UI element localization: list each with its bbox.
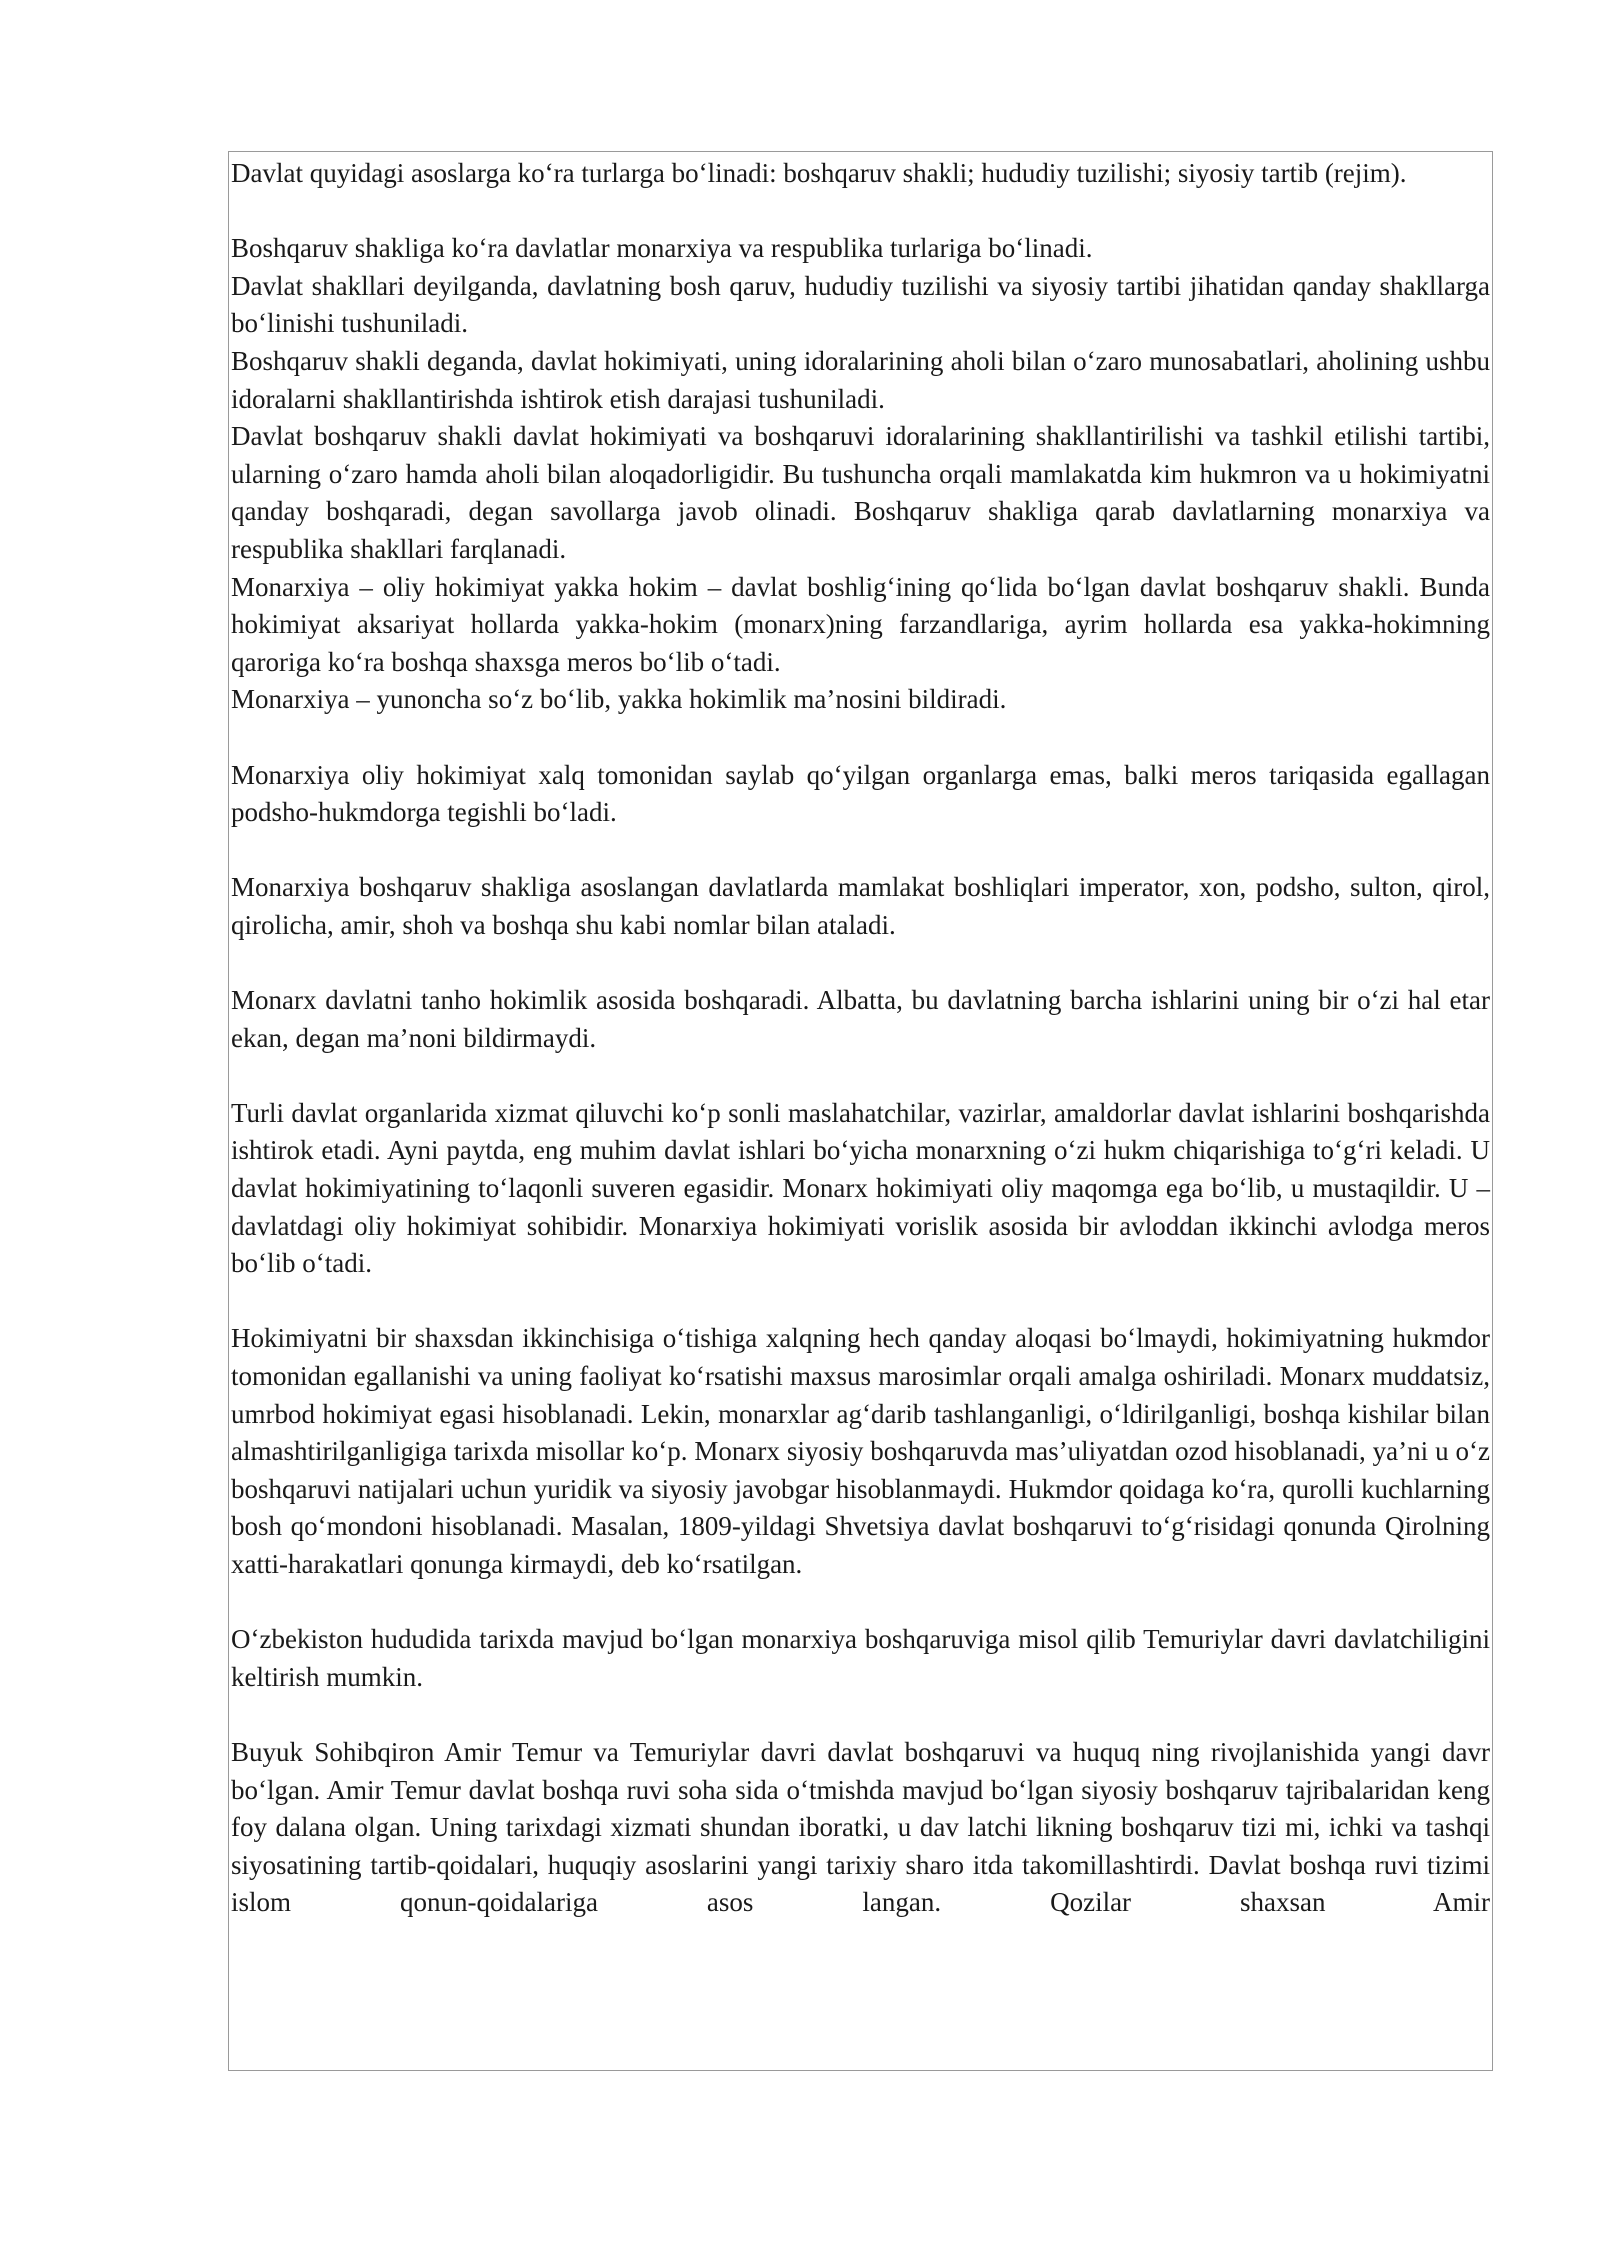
paragraph-3: Davlat shakllari deyilganda, davlatning bosh qaruv, hududiy tuzilishi va siyosiy tartibi jihatidan qanday shakllarga bo‘linishi tushuniladi. bbox=[231, 270, 1490, 339]
paragraph-12: Hokimiyatni bir shaxsdan ikkinchisiga o‘tishiga xalqning hech qanday aloqasi bo‘lmaydi, hokimiyatning hukmdor tomonidan egallanishi va uning faoliyat ko‘rsatishi maxsus marosimlar orqali amalga oshiriladi. Monarx muddatsiz, umrbod hokimiyat egasi hisoblanadi. Lekin, monarxlar ag‘darib tashlanganligi, o‘ldirilganligi, boshqa kishilar bilan almashtirilganligiga tarixda misollar ko‘p. Monarx siyosiy boshqaruvda mas’uliyatdan ozod hisoblanadi, ya’ni u o‘z boshqaruvi natijalari uchun yuridik va siyosiy javobgar hisoblanmaydi. Hukmdor qoidaga ko‘ra, qurolli kuchlarning bosh qo‘mondoni hisoblanadi. Masalan, 1809-yildagi Shvetsiya davlat boshqaruvi to‘g‘risidagi qonunda Qirolning xatti-harakatlari qonunga kirmaydi, deb ko‘rsatilgan. bbox=[231, 1323, 1490, 1579]
paragraph-9: Monarxiya boshqaruv shakliga asoslangan davlatlarda mamlakat boshliqlari imperator, xon, podsho, sulton, qirol, qirolicha, amir, shoh va boshqa shu kabi nomlar bilan ataladi. bbox=[231, 872, 1490, 940]
paragraph-8: Monarxiya oliy hokimiyat xalq tomonidan saylab qo‘yilgan organlarga emas, balki meros tariqasida egallagan podsho-hukmdorga tegishli bo‘ladi. bbox=[231, 759, 1490, 828]
paragraph-5: Davlat boshqaruv shakli davlat hokimiyati va boshqaruvi idoralarining shakllantirilishi va tashkil etilishi tartibi, ularning o‘zaro hamda aholi bilan aloqadorligidir. Bu tushuncha orqali mamlakatda kim hukmron va u hokimiyatni qanday boshqaradi, degan savollarga javob olinadi. Boshqaruv shakliga qarab davlatlarning monarxiya va respublika shakllari farqlanadi. bbox=[231, 421, 1490, 564]
paragraph-7: Monarxiya – yunoncha so‘z bo‘lib, yakka hokimlik ma’nosini bildiradi. bbox=[231, 684, 1007, 715]
text-frame bbox=[228, 151, 1493, 2071]
paragraph-6: Monarxiya – oliy hokimiyat yakka hokim – davlat boshlig‘ining qo‘lida bo‘lgan davlat boshqaruv shakli. Bunda hokimiyat aksariyat hollarda yakka-hokim (monarx)ning farzandlariga, ayrim hollarda esa yakka-hokimning qaroriga ko‘ra boshqa shaxsga meros bo‘lib o‘tadi. bbox=[231, 571, 1490, 677]
paragraph-4: Boshqaruv shakli deganda, davlat hokimiyati, uning idoralarining aholi bilan o‘zaro munosabatlari, aholining ushbu idoralarni shakllantirishda ishtirok etish darajasi tushuniladi. bbox=[231, 345, 1490, 414]
paragraph-10: Monarx davlatni tanho hokimlik asosida boshqaradi. Albatta, bu davlatning barcha ishlarini uning bir o‘zi hal etar ekan, degan ma’noni bildirmaydi. bbox=[231, 985, 1490, 1053]
paragraph-14: Buyuk Sohibqiron Amir Temur va Temuriylar davri davlat boshqaruvi va huquq ning rivojlanishida yangi davr bo‘lgan. Amir Temur davlat boshqa ruvi soha sida o‘tmishda mavjud bo‘lgan siyosiy boshqaruv tajribalaridan keng foy dalana olgan. Uning tarixdagi xizmati shundan iboratki, u dav latchi likning boshqaruv tizi mi, ichki va tashqi siyosatining tartib-qoidalari, huquqiy asoslarini yangi tarixiy sharo itda takomillashtirdi. Davlat boshqa ruvi tizimi islom qonun-qoidalariga asos langan. Qozilar shaxsan Amir bbox=[231, 1736, 1490, 1918]
paragraph-11: Turli davlat organlarida xizmat qiluvchi ko‘p sonli maslahatchilar, vazirlar, amaldorlar davlat ishlarini boshqarishda ishtirok etadi. Ayni paytda, eng muhim davlat ishlari bo‘yicha monarxning o‘zi hukm chiqarishiga to‘g‘ri keladi. U davlat hokimiyatining to‘laqonli suveren egasidir. Monarx hokimiyati oliy maqomga ega bo‘lib, u mustaqildir. U – davlatdagi oliy hokimiyat sohibidir. Monarxiya hokimiyati vorislik asosida bir avloddan ikkinchi avlodga meros bo‘lib o‘tadi. bbox=[231, 1097, 1490, 1279]
paragraph-1: Davlat quyidagi asoslarga ko‘ra turlarga bo‘linadi: boshqaruv shakli; hududiy tuzilishi; siyosiy tartib (rejim). bbox=[231, 158, 1407, 188]
paragraph-2: Boshqaruv shakliga ko‘ra davlatlar monarxiya va respublika turlariga bo‘linadi. bbox=[231, 233, 1093, 264]
paragraph-13: O‘zbekiston hududida tarixda mavjud bo‘lgan monarxiya boshqaruviga misol qilib Temuriylar davri davlatchiligini keltirish mumkin. bbox=[231, 1624, 1490, 1692]
